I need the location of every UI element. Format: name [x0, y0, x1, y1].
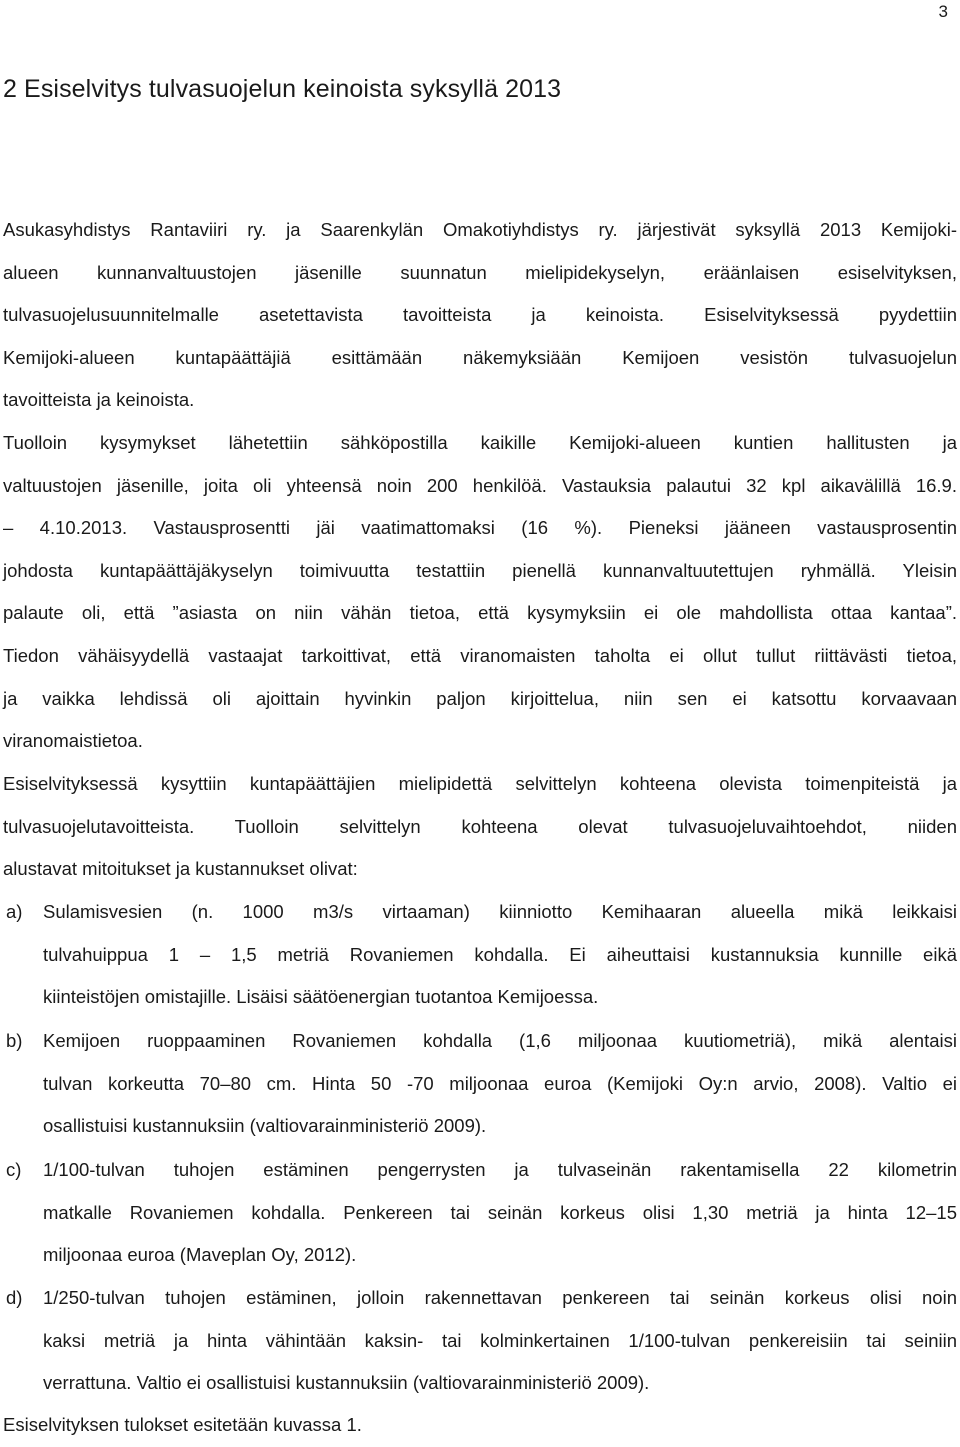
text-line: tulvasuojelutavoitteista. Tuolloin selvittelyn kohteena olevat tulvasuojeluvaihtoehdot, niiden [3, 815, 957, 837]
text-line: kaksi metriä ja hinta vähintään kaksin- tai kolminkertainen 1/100-tulvan penkereisiin tai seiniin [43, 1329, 957, 1351]
list-item-c [3, 1149, 957, 1277]
text-line: kiinteistöjen omistajille. Lisäisi säätöenergian tuotantoa Kemijoessa. [43, 986, 599, 1008]
text-line: alueen kunnanvaltuustojen jäsenille suunnatun mielipidekyselyn, eräänlaisen esiselvityksen, [3, 261, 957, 283]
text-line: 1/100-tulvan tuhojen estäminen pengerrysten ja tulvaseinän rakentamisella 22 kilometrin [43, 1159, 957, 1180]
response-paragraph [3, 422, 957, 763]
list-item-d [3, 1277, 957, 1405]
closing-sentence [3, 1404, 957, 1447]
list-item-b [3, 1020, 957, 1148]
text-line: – 4.10.2013. Vastausprosentti jäi vaatimattomaksi (16 %). Pieneksi jääneen vastausprosentin [3, 517, 957, 539]
list-marker: b) [6, 1030, 23, 1051]
text-line: palaute oli, että ”asiasta on niin vähän tietoa, että kysymyksiin ei ole mahdollista ottaa kantaa”. [3, 602, 957, 624]
text-line: ja vaikka lehdissä oli ajoittain hyvinkin paljon kirjoittelua, niin sen ei katsottu korvaavaan [3, 687, 957, 709]
text-line: tavoitteista ja keinoista. [3, 389, 195, 411]
list-marker: c) [6, 1159, 22, 1180]
text-line: tulvasuojelusuunnitelmalle asetettavista tavoitteista ja keinoista. Esiselvityksessä pyydettiin [3, 304, 957, 326]
text-line: verrattuna. Valtio ei osallistuisi kustannuksiin (valtiovarainministeriö 2009). [43, 1372, 650, 1394]
list-marker: a) [6, 901, 23, 922]
intro-paragraph [3, 209, 957, 422]
text-line: johdosta kuntapäättäjäkyselyn toimivuutta testattiin pienellä kunnanvaltuutettujen ryhmällä. Yleisin [3, 559, 957, 581]
text-line: valtuustojen jäsenille, joita oli yhteensä noin 200 henkilöä. Vastauksia palautui 32 kpl aikavälillä 16.9. [3, 474, 957, 496]
text-line: Tiedon vähäisyydellä vastaajat tarkoittivat, että viranomaisten taholta ei ollut tullut riittävästi tietoa, [3, 644, 957, 666]
text-line: tulvahuippua 1 – 1,5 metriä Rovaniemen kohdalla. Ei aiheuttaisi kustannuksia kunnille eikä [43, 943, 957, 965]
text-line: Esiselvityksen tulokset esitetään kuvassa 1. [3, 1414, 362, 1435]
text-line: Kemijoen ruoppaaminen Rovaniemen kohdalla (1,6 miljoonaa kuutiometriä), mikä alentaisi [43, 1030, 957, 1051]
text-line: Sulamisvesien (n. 1000 m3/s virtaaman) kiinniotto Kemihaaran alueella mikä leikkaisi [43, 901, 957, 922]
list-marker: d) [6, 1287, 23, 1308]
text-line: tulvan korkeutta 70–80 cm. Hinta 50 -70 miljoonaa euroa (Kemijoki Oy:n arvio, 2008). Valtio ei [43, 1072, 957, 1094]
text-line: Tuolloin kysymykset lähetettiin sähköpostilla kaikille Kemijoki-alueen kuntien hallitusten ja [3, 432, 957, 453]
list-item-a [3, 891, 957, 1019]
text-line: Asukasyhdistys Rantaviiri ry. ja Saarenkylän Omakotiyhdistys ry. järjestivät syksyllä 2013 Kemijoki- [3, 219, 957, 240]
options-intro-paragraph [3, 763, 957, 891]
text-line: 1/250-tulvan tuhojen estäminen, jolloin rakennettavan penkereen tai seinän korkeus olisi noin [43, 1287, 957, 1308]
text-line: Kemijoki-alueen kuntapäättäjiä esittämään näkemyksiään Kemijoen vesistön tulvasuojelun [3, 346, 957, 368]
text-line: matkalle Rovaniemen kohdalla. Penkereen tai seinän korkeus olisi 1,30 metriä ja hinta 12–15 [43, 1201, 957, 1223]
text-line: alustavat mitoitukset ja kustannukset olivat: [3, 858, 358, 880]
text-line: osallistuisi kustannuksiin (valtiovarainministeriö 2009). [43, 1115, 487, 1137]
page-number: 3 [938, 2, 948, 21]
text-line: Esiselvityksessä kysyttiin kuntapäättäjien mielipidettä selvittelyn kohteena olevista toimenpiteistä ja [3, 773, 957, 794]
text-line: viranomaistietoa. [3, 730, 143, 752]
section-heading: 2 Esiselvitys tulvasuojelun keinoista syksyllä 2013 [3, 75, 562, 103]
text-line: miljoonaa euroa (Maveplan Oy, 2012). [43, 1244, 357, 1266]
